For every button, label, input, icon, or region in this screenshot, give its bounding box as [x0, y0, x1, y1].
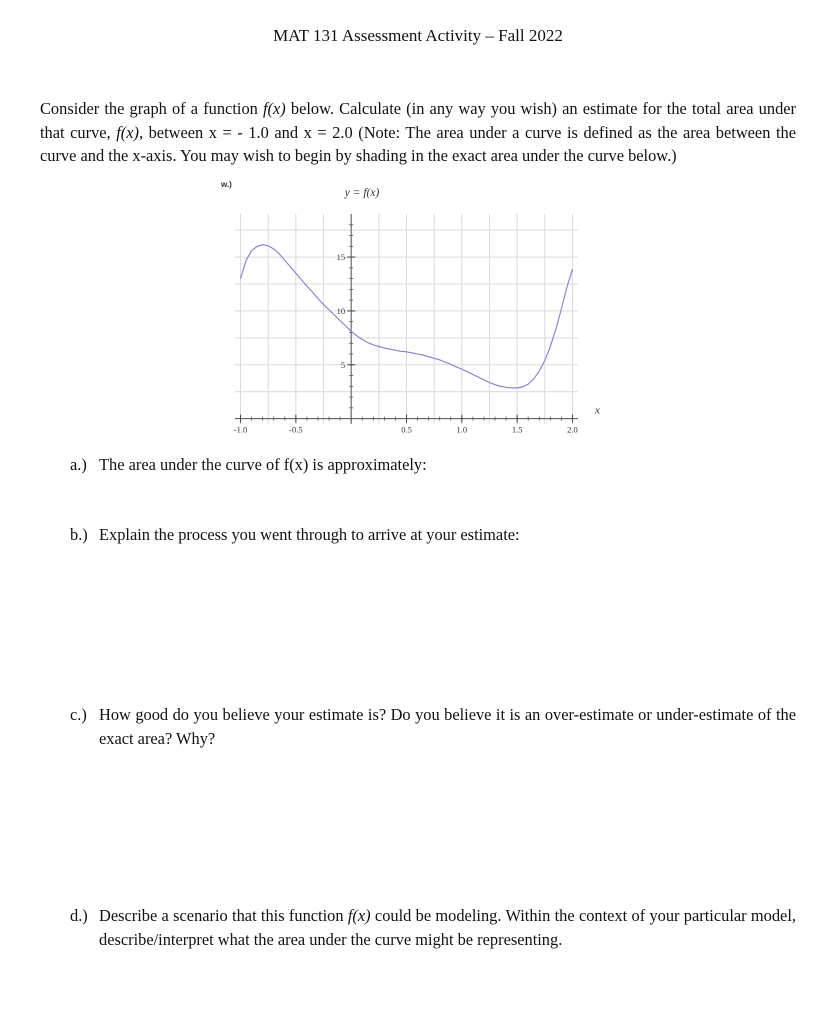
question-b-text: Explain the process you went through to arrive at your estimate:	[99, 525, 520, 544]
intro-part1: Consider the graph of a function	[40, 99, 263, 118]
figure-tag: w.)	[221, 180, 232, 189]
chart-title: y = f(x)	[344, 187, 380, 199]
x-tick-label: -0.5	[289, 424, 303, 435]
question-d-part1: Describe a scenario that this function	[99, 906, 348, 925]
intro-fx-1: f(x)	[263, 99, 286, 118]
intro-paragraph	[40, 97, 796, 168]
question-d-part2: could be modeling. Within the context of your particular model, describe/interpret what the area under the curve might be representing.	[99, 906, 796, 949]
question-a-label: a.)	[70, 455, 87, 474]
x-tick-label: 1.5	[511, 424, 523, 435]
x-tick-label: 2.0	[567, 424, 578, 435]
x-tick-label: 0.5	[401, 424, 412, 435]
question-d-text	[99, 904, 796, 951]
y-tick-label: 15	[336, 252, 346, 263]
question-c-text: How good do you believe your estimate is? Do you believe it is an over-estimate or under-estimate of the exact area? Why?	[99, 705, 796, 748]
x-axis-label: x	[595, 404, 600, 417]
intro-part3: , between x = - 1.0 and x = 2.0 (Note: The area under a curve is defined as the area between the curve and the x-axis. You may wish to begin by shading in the exact area under the curve below.)	[40, 122, 796, 165]
document-title: MAT 131 Assessment Activity – Fall 2022	[273, 26, 563, 45]
intro-fx-2: f(x)	[116, 122, 139, 142]
y-tick-label: 10	[336, 305, 346, 316]
intro-part2: below. Calculate (in any way you wish) an estimate for the total area under that curve,	[40, 99, 796, 142]
question-b-label: b.)	[70, 525, 88, 544]
x-tick-label: 1.0	[456, 424, 468, 435]
x-tick-label: -1.0	[233, 424, 248, 435]
question-a-text: The area under the curve of f(x) is approximately:	[99, 455, 427, 474]
y-tick-label: 5	[340, 359, 346, 370]
question-c-label: c.)	[70, 705, 87, 724]
question-d-fx: f(x)	[347, 906, 371, 925]
question-d-label: d.)	[70, 906, 88, 925]
function-graph	[220, 182, 610, 440]
